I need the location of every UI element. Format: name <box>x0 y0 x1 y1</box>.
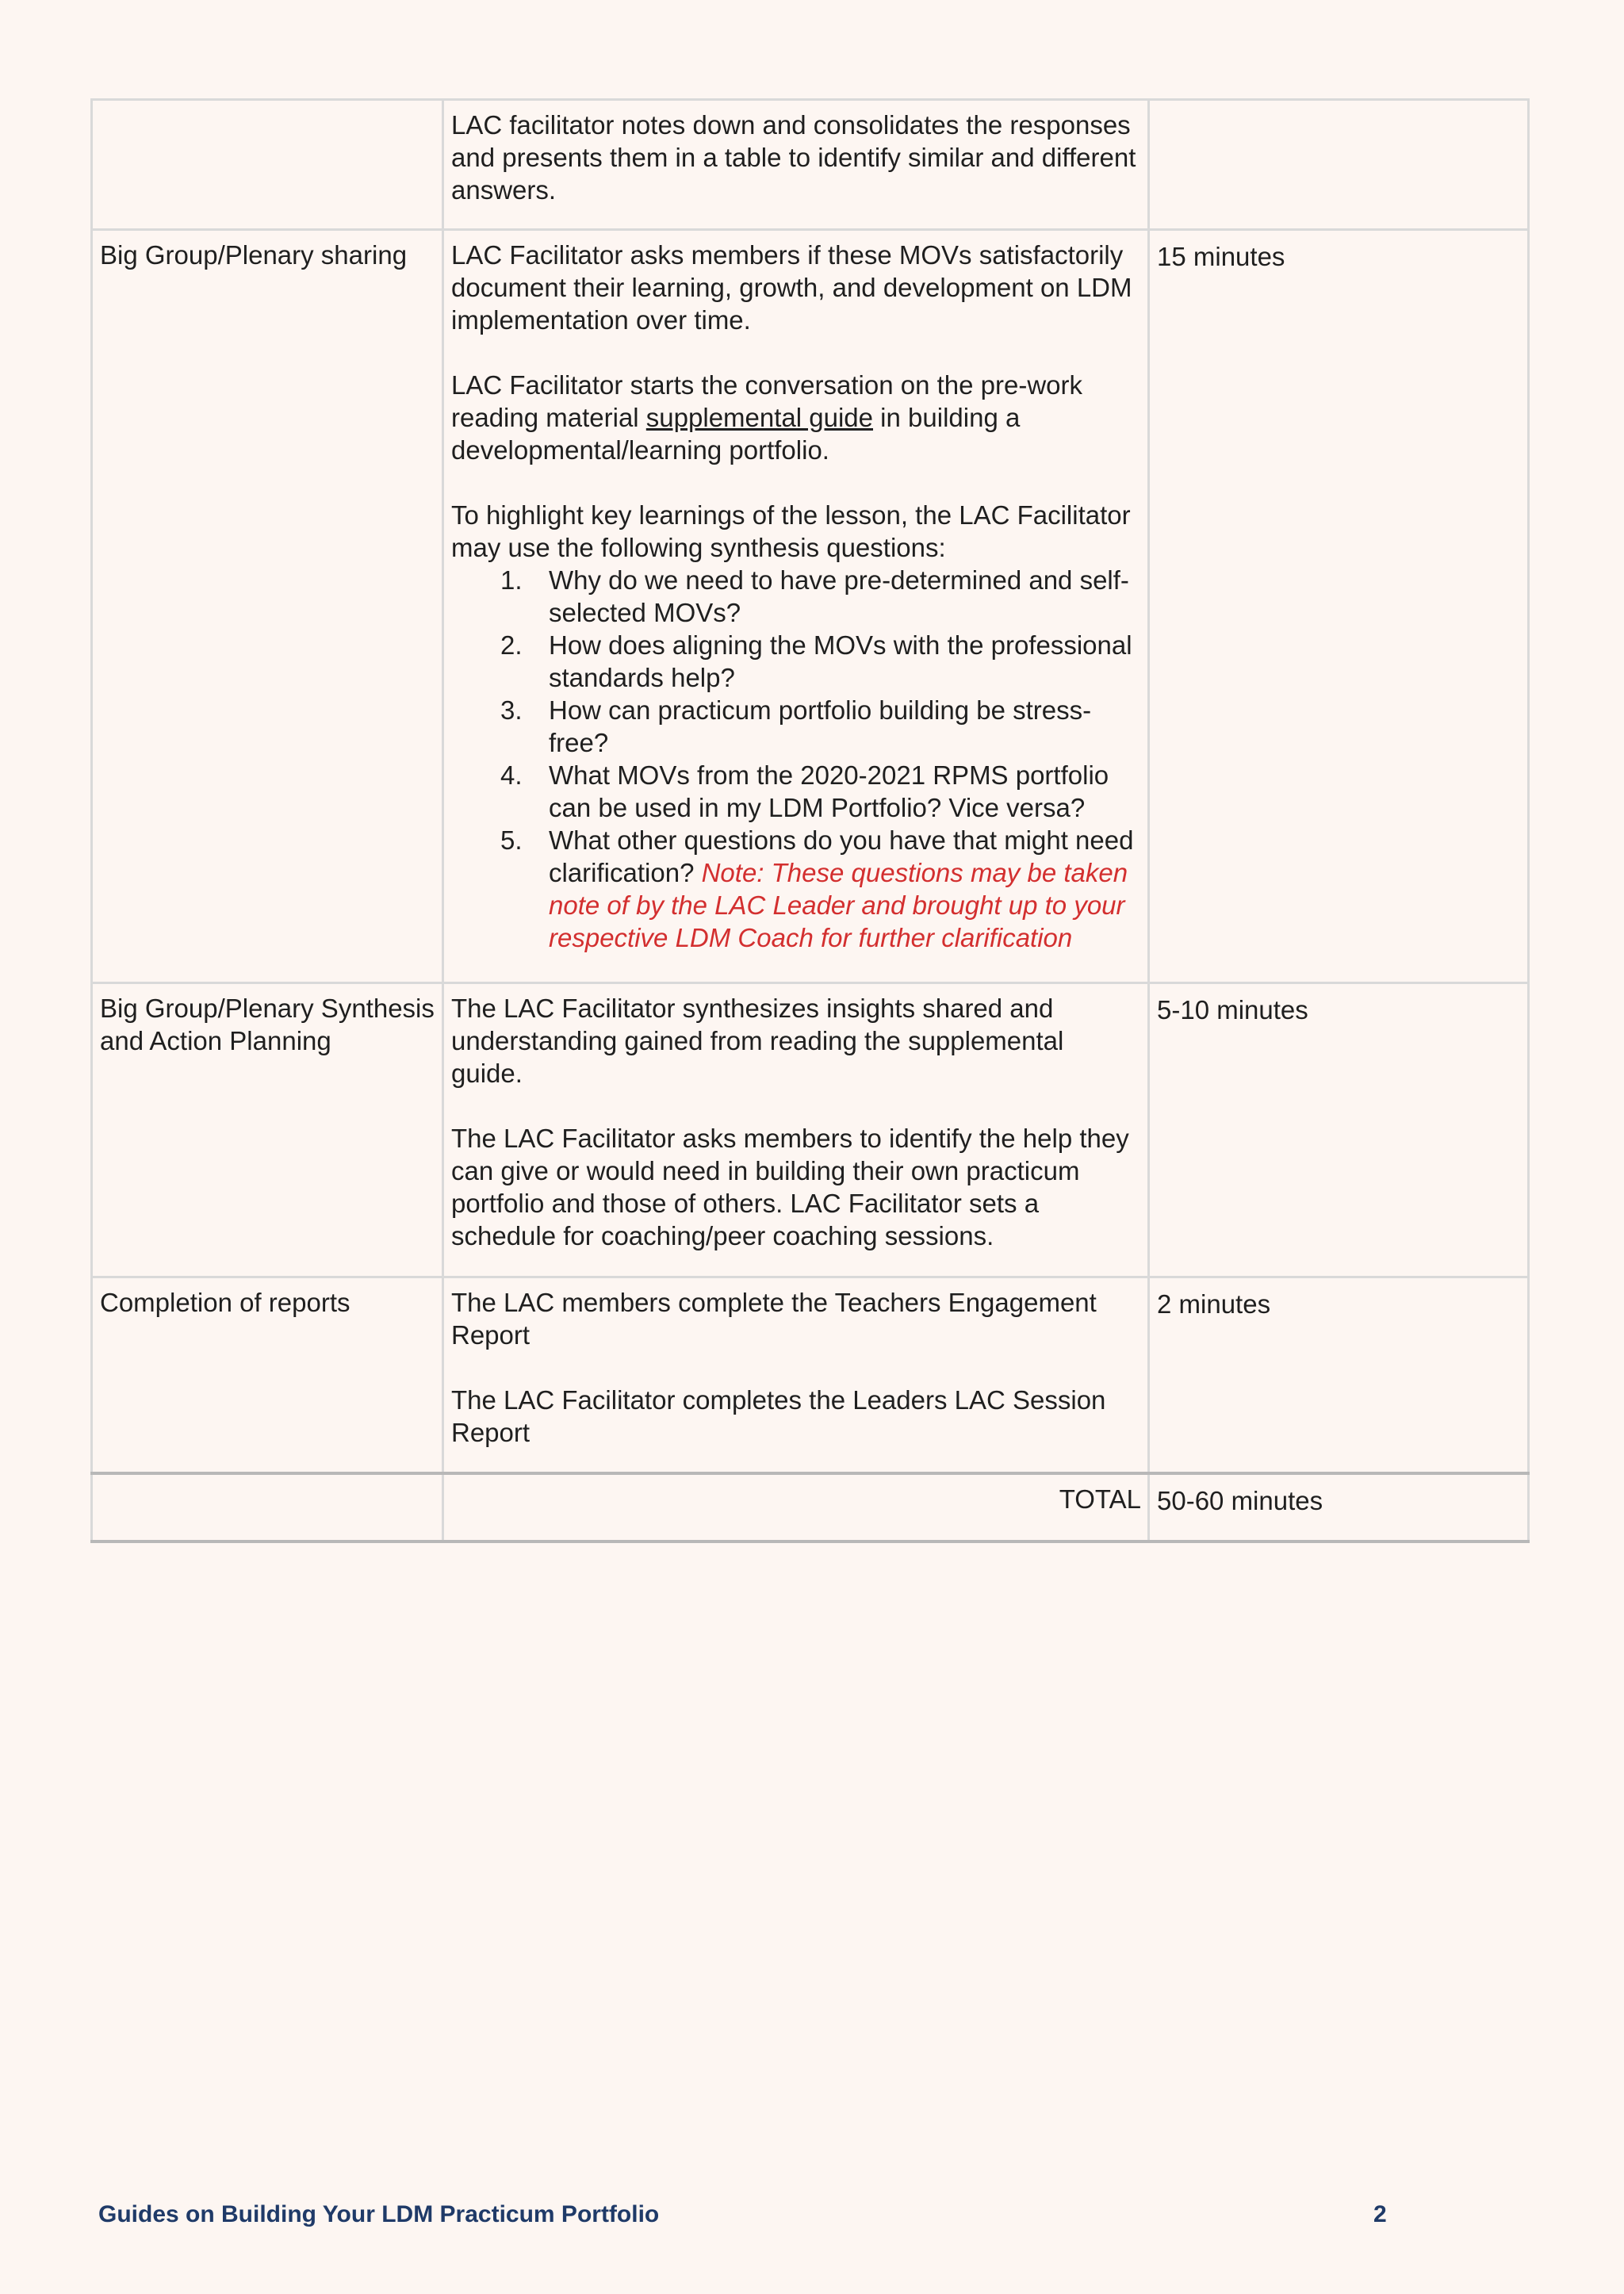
list-item <box>451 824 1141 954</box>
question-text: What MOVs from the 2020-2021 RPMS portfolio can be used in my LDM Portfolio? Vice versa? <box>549 760 1109 822</box>
question-text: What other questions do you have that might need clarification? <box>549 825 1134 887</box>
page-number: 2 <box>1373 2201 1387 2227</box>
list-number: 2. <box>500 630 523 660</box>
total-time: 50-60 minutes <box>1149 1473 1529 1541</box>
note-text: Note: These questions may be taken note of by the LAC Leader and brought up to your respective LDM Coach for further clarification <box>549 858 1128 952</box>
procedure-cell <box>443 230 1149 983</box>
question-text: How does aligning the MOVs with the professional standards help? <box>549 630 1132 692</box>
list-number: 5. <box>500 825 523 855</box>
time-cell: 2 minutes <box>1149 1277 1529 1473</box>
total-row <box>92 1473 1529 1541</box>
list-item <box>451 629 1141 694</box>
list-item <box>451 564 1141 629</box>
procedure-paragraph: LAC Facilitator asks members if these MOVs satisfactorily document their learning, growth, and development on LDM implementation over time. <box>451 240 1132 335</box>
time-cell <box>1149 100 1529 230</box>
table-row <box>92 230 1529 983</box>
empty-cell <box>92 1473 443 1541</box>
activity-cell: Big Group/Plenary Synthesis and Action Planning <box>92 983 443 1277</box>
session-plan-table <box>90 98 1530 1543</box>
procedure-paragraph: The LAC Facilitator completes the Leaders LAC Session Report <box>451 1385 1106 1447</box>
time-cell: 5-10 minutes <box>1149 983 1529 1277</box>
text-span: LAC Facilitator starts the conversation on the pre-work reading material <box>451 370 1083 432</box>
table-row <box>92 983 1529 1277</box>
question-text: Why do we need to have pre-determined and self-selected MOVs? <box>549 565 1129 627</box>
list-number: 1. <box>500 565 523 595</box>
list-number: 3. <box>500 695 523 725</box>
procedure-paragraph: The LAC members complete the Teachers Engagement Report <box>451 1288 1097 1350</box>
table-row <box>92 100 1529 230</box>
procedure-paragraph: LAC facilitator notes down and consolidates the responses and presents them in a table to identify similar and different answers. <box>451 110 1136 205</box>
procedure-cell <box>443 1277 1149 1473</box>
synthesis-questions-list <box>451 564 1141 954</box>
procedure-cell <box>443 983 1149 1277</box>
activity-cell: Big Group/Plenary sharing <box>92 230 443 983</box>
total-label: TOTAL <box>443 1473 1149 1541</box>
time-cell: 15 minutes <box>1149 230 1529 983</box>
activity-cell <box>92 100 443 230</box>
text-span: in building a developmental/learning portfolio. <box>451 403 1021 465</box>
supplemental-guide-link[interactable]: supplemental guide <box>645 403 874 432</box>
list-number: 4. <box>500 760 523 790</box>
footer-title: Guides on Building Your LDM Practicum Portfolio <box>98 2201 660 2227</box>
procedure-paragraph: The LAC Facilitator asks members to identify the help they can give or would need in building their own practicum portfolio and those of others. LAC Facilitator sets a schedule for coaching/peer coaching sessions. <box>451 1124 1129 1250</box>
question-text: How can practicum portfolio building be stress-free? <box>549 695 1092 757</box>
activity-cell: Completion of reports <box>92 1277 443 1473</box>
list-item <box>451 759 1141 824</box>
procedure-cell <box>443 100 1149 230</box>
table-row <box>92 1277 1529 1473</box>
procedure-paragraph: The LAC Facilitator synthesizes insights shared and understanding gained from reading the supplemental guide. <box>451 994 1064 1088</box>
procedure-paragraph <box>451 369 1141 466</box>
procedure-paragraph: To highlight key learnings of the lesson, the LAC Facilitator may use the following synthesis questions: <box>451 500 1131 562</box>
list-item <box>451 694 1141 759</box>
